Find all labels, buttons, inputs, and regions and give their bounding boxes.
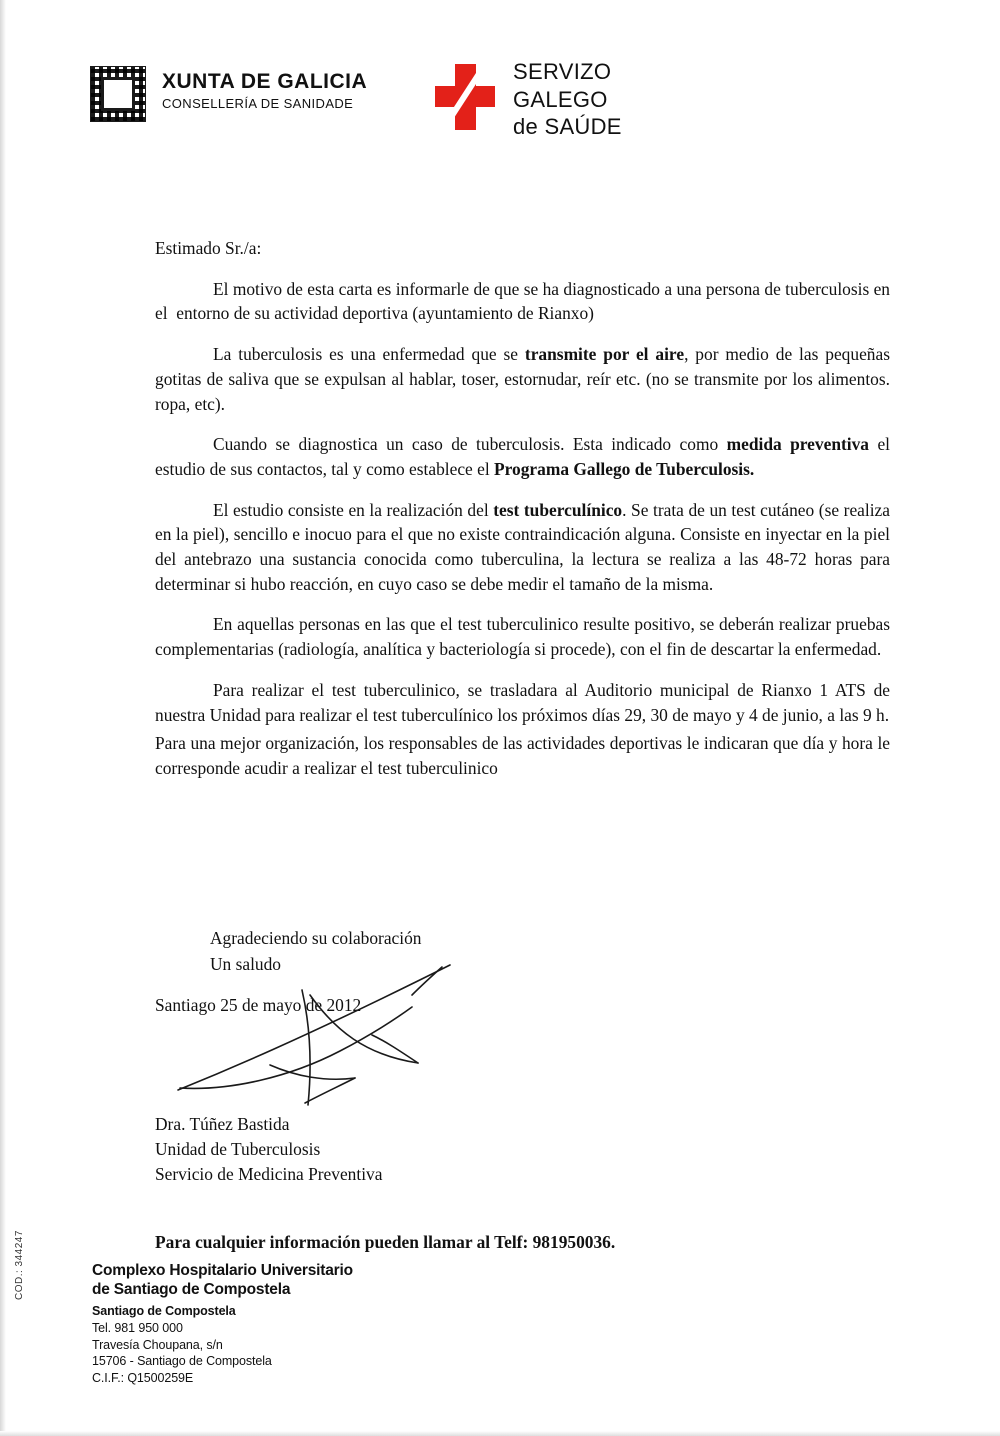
sergas-line-1: SERVIZO xyxy=(513,59,612,84)
footer-city: Santiago de Compostela xyxy=(92,1303,236,1318)
sergas-line-3: de SAÚDE xyxy=(513,114,622,140)
letterhead xyxy=(90,58,910,158)
footer-phone-note: Para cualquier información pueden llamar al Telf: 981950036. xyxy=(155,1232,616,1252)
paragraph-1: El motivo de esta carta es informarle de que se ha diagnosticado a una persona de tuberculosis en el entorno de su actividad deportiva (ayuntamiento de Rianxo) xyxy=(155,278,890,324)
signer-unit: Unidad de Tuberculosis xyxy=(155,1139,321,1160)
paragraph-5: En aquellas personas en las que el test tuberculinico resulte positivo, se deberán realizar pruebas complementarias (radiología, analítica y bacteriología si procede), con el fin de descartar la enfermedad. xyxy=(155,614,890,660)
paragraph-6: Para realizar el test tuberculinico, se trasladara al Auditorio municipal de Rianxo 1 ATS de nuestra Unidad para realizar el test tuberculínico los próximos días 29, 30 de mayo y 4 de junio, a las 9 h. xyxy=(155,679,890,725)
letter-date: Santiago 25 de mayo de 2012 xyxy=(155,995,362,1015)
signer-service: Servicio de Medicina Preventiva xyxy=(155,1164,383,1185)
footer-org-line-1: Complexo Hospitalario Universitario xyxy=(92,1262,353,1279)
footer-tel: Tel. 981 950 000 xyxy=(92,1320,183,1335)
footer-address-block xyxy=(92,1262,353,1387)
signer-block xyxy=(155,1112,382,1188)
xunta-coat-of-arms-icon xyxy=(90,66,146,122)
closing-block xyxy=(210,925,422,977)
footer-address: Travesía Choupana, s/n xyxy=(92,1337,223,1352)
footer-org-line-2: de Santiago de Compostela xyxy=(92,1280,291,1298)
sergas-wordmark xyxy=(513,58,622,141)
scan-edge-bottom xyxy=(0,1431,1000,1436)
sergas-line-2: GALEGO xyxy=(513,86,608,112)
paragraph-7: Para una mejor organización, los responsables de las actividades deportivas le indicaran que día y hora le corresponde acudir a realizar el test tuberculinico xyxy=(155,733,890,778)
signer-name: Dra. Túñez Bastida xyxy=(155,1114,290,1134)
closing-line-2: Un saludo xyxy=(210,954,282,975)
paragraph-2: La tuberculosis es una enfermedad que se transmite por el aire, por medio de las pequeñas gotitas de saliva que se expulsan al hablar, toser, estornudar, reír etc. (no se transmite por los alimentos. ropa, etc). xyxy=(155,344,890,414)
paragraph-4: El estudio consiste en la realización del test tuberculínico. Se trata de un test cutáneo (se realiza en la piel), sencillo e inocuo para el que no existe contraindicación alguna. Consiste en inyectar en la piel del antebrazo una sustancia conocida como tuberculina, la lectura se realiza a las 48-72 horas para determinar si hubo reacción, en cuyo caso se debe medir el tamaño de la misma. xyxy=(155,499,890,594)
salutation: Estimado Sr./a: xyxy=(155,238,262,258)
xunta-subtitle: CONSELLERÍA DE SANIDADE xyxy=(162,96,354,112)
scan-edge-left xyxy=(0,0,6,1436)
footer-cif: C.I.F.: Q1500259E xyxy=(92,1371,194,1386)
xunta-title: XUNTA DE GALICIA xyxy=(162,70,368,93)
letter-body xyxy=(155,236,890,785)
xunta-wordmark xyxy=(162,70,367,111)
side-document-code: COD.: 344247 xyxy=(14,1230,25,1300)
red-cross-icon xyxy=(435,64,495,130)
sergas-logo-block xyxy=(435,58,765,158)
footer-postal: 15706 - Santiago de Compostela xyxy=(92,1354,272,1369)
closing-line-1: Agradeciendo su colaboración xyxy=(210,928,422,948)
footer-details xyxy=(92,1320,353,1387)
paragraph-3: Cuando se diagnostica un caso de tuberculosis. Esta indicado como medida preventiva el estudio de sus contactos, tal y como establece el Programa Gallego de Tuberculosis. xyxy=(155,434,890,479)
